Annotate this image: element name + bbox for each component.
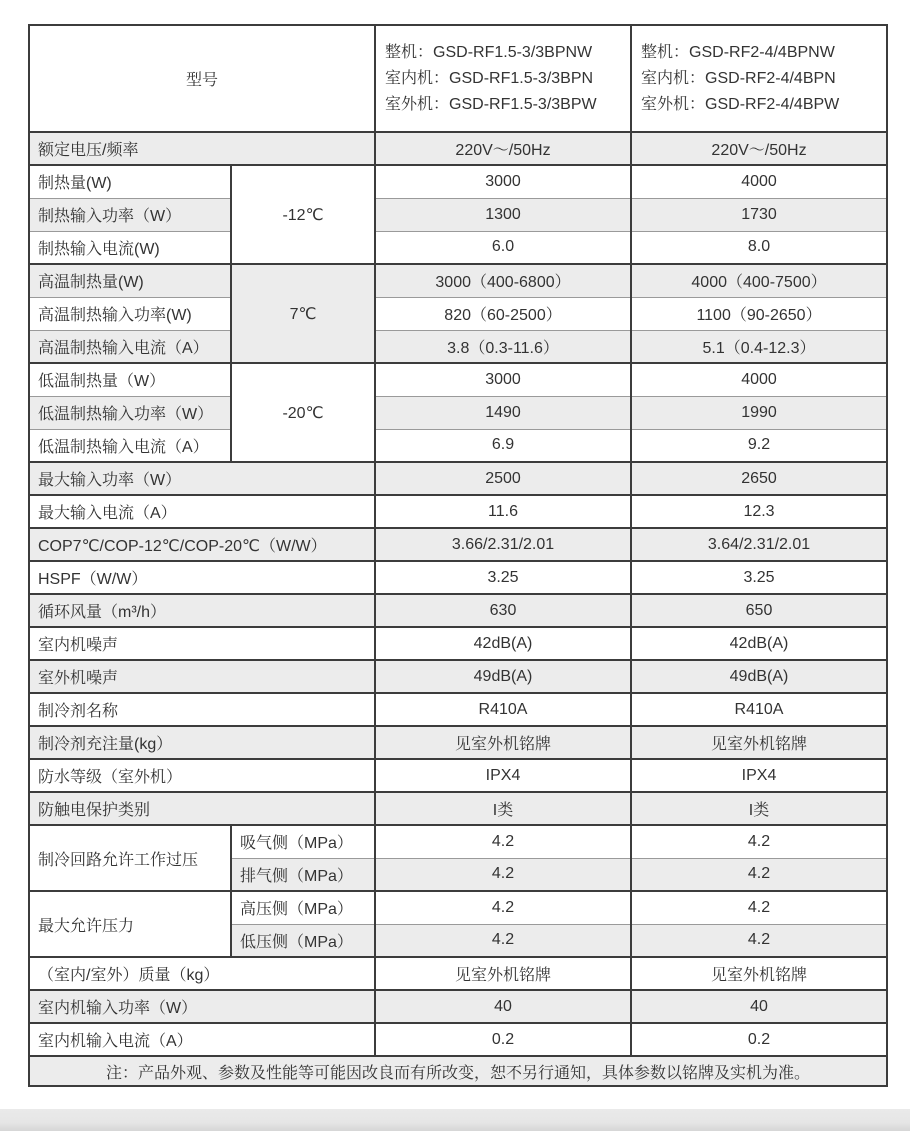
spec-value: 见室外机铭牌 xyxy=(631,726,887,759)
spec-row xyxy=(29,264,887,297)
spec-value: 6.9 xyxy=(375,429,631,462)
spec-row xyxy=(29,891,887,924)
spec-row xyxy=(29,627,887,660)
model-label-cell: 型号 xyxy=(29,25,375,132)
temp-cell-minus20: -20℃ xyxy=(231,363,375,462)
spec-value: 5.1（0.4-12.3） xyxy=(631,330,887,363)
spec-value: 3.8（0.3-11.6） xyxy=(375,330,631,363)
spec-row xyxy=(29,462,887,495)
row-label: 高压侧（MPa） xyxy=(231,891,375,924)
row-label: 高温制热输入功率(W) xyxy=(29,297,231,330)
spec-value: 4.2 xyxy=(375,924,631,957)
row-label: 高温制热量(W) xyxy=(29,264,231,297)
spec-value: 3000（400-6800） xyxy=(375,264,631,297)
spec-value: 1490 xyxy=(375,396,631,429)
spec-value: 2500 xyxy=(375,462,631,495)
model-line: 整机：GSD-RF2-4/4BPNW xyxy=(641,43,835,61)
row-label: 低温制热输入电流（A） xyxy=(29,429,231,462)
spec-row xyxy=(29,957,887,990)
product-spec-table xyxy=(28,24,888,1087)
spec-value: 9.2 xyxy=(631,429,887,462)
row-label: 室内机噪声 xyxy=(29,627,375,660)
footnote-row xyxy=(29,1056,887,1086)
spec-value: 0.2 xyxy=(375,1023,631,1056)
row-label: 循环风量（m³/h） xyxy=(29,594,375,627)
spec-row xyxy=(29,231,887,264)
row-label: 低温制热量（W） xyxy=(29,363,231,396)
spec-row xyxy=(29,1023,887,1056)
spec-row xyxy=(29,495,887,528)
row-label: 制冷剂充注量(kg） xyxy=(29,726,375,759)
row-label: 高温制热输入电流（A） xyxy=(29,330,231,363)
spec-value: 42dB(A) xyxy=(631,627,887,660)
spec-value: 40 xyxy=(375,990,631,1023)
spec-value: 4.2 xyxy=(375,825,631,858)
spec-value: 3000 xyxy=(375,165,631,198)
spec-value: 3000 xyxy=(375,363,631,396)
bottom-gray-band xyxy=(0,1109,910,1131)
row-label: 制热量(W) xyxy=(29,165,231,198)
group-label-overpressure: 制冷回路允许工作过压 xyxy=(29,825,231,891)
model-line: 室内机：GSD-RF1.5-3/3BPN xyxy=(385,69,594,87)
spec-value: 4000 xyxy=(631,363,887,396)
spec-value: 650 xyxy=(631,594,887,627)
spec-row xyxy=(29,528,887,561)
spec-value: I类 xyxy=(375,792,631,825)
row-label: 低压侧（MPa） xyxy=(231,924,375,957)
spec-row xyxy=(29,330,887,363)
spec-value: 3.25 xyxy=(375,561,631,594)
model-line: 室内机：GSD-RF2-4/4BPN xyxy=(641,69,836,87)
spec-value: 3.66/2.31/2.01 xyxy=(375,528,631,561)
model-line: 整机：GSD-RF1.5-3/3BPNW xyxy=(385,43,593,61)
spec-row xyxy=(29,594,887,627)
model-line: 室外机：GSD-RF1.5-3/3BPW xyxy=(385,95,597,113)
spec-row xyxy=(29,429,887,462)
row-label: HSPF（W/W） xyxy=(29,561,375,594)
row-label: 防触电保护类别 xyxy=(29,792,375,825)
spec-row-voltage xyxy=(29,132,887,165)
row-label: 最大输入功率（W） xyxy=(29,462,375,495)
spec-value: 49dB(A) xyxy=(631,660,887,693)
spec-value: 220V～/50Hz xyxy=(631,132,887,165)
spec-value: 0.2 xyxy=(631,1023,887,1056)
row-label: 最大输入电流（A） xyxy=(29,495,375,528)
model-cell-1 xyxy=(375,25,631,132)
spec-value: 6.0 xyxy=(375,231,631,264)
spec-row xyxy=(29,165,887,198)
spec-value: 4.2 xyxy=(631,825,887,858)
spec-value: IPX4 xyxy=(375,759,631,792)
spec-value: 8.0 xyxy=(631,231,887,264)
spec-value: 见室外机铭牌 xyxy=(375,726,631,759)
table-header-row xyxy=(29,25,887,132)
spec-value: R410A xyxy=(375,693,631,726)
spec-value: IPX4 xyxy=(631,759,887,792)
spec-value: 630 xyxy=(375,594,631,627)
spec-row xyxy=(29,561,887,594)
spec-row xyxy=(29,759,887,792)
spec-value: 1300 xyxy=(375,198,631,231)
row-label: 低温制热输入功率（W） xyxy=(29,396,231,429)
spec-row xyxy=(29,693,887,726)
row-label: 制冷剂名称 xyxy=(29,693,375,726)
row-label: （室内/室外）质量（kg） xyxy=(29,957,375,990)
spec-row xyxy=(29,297,887,330)
spec-row xyxy=(29,792,887,825)
row-label: 额定电压/频率 xyxy=(29,132,375,165)
spec-value: 220V～/50Hz xyxy=(375,132,631,165)
model-cell-2 xyxy=(631,25,887,132)
spec-value: 见室外机铭牌 xyxy=(375,957,631,990)
footnote-text: 注：产品外观、参数及性能等可能因改良而有所改变，恕不另行通知，具体参数以铭牌及实机为准。 xyxy=(29,1056,887,1086)
temp-cell-7: 7℃ xyxy=(231,264,375,363)
spec-row xyxy=(29,396,887,429)
row-label: 制热输入电流(W) xyxy=(29,231,231,264)
spec-row xyxy=(29,363,887,396)
row-label: 室外机噪声 xyxy=(29,660,375,693)
spec-value: 4.2 xyxy=(375,891,631,924)
spec-value: 1730 xyxy=(631,198,887,231)
row-label: 室内机输入功率（W） xyxy=(29,990,375,1023)
spec-value: 12.3 xyxy=(631,495,887,528)
spec-value: 4000（400-7500） xyxy=(631,264,887,297)
spec-value: 4.2 xyxy=(375,858,631,891)
row-label: 制热输入功率（W） xyxy=(29,198,231,231)
spec-value: 4.2 xyxy=(631,891,887,924)
model-line: 室外机：GSD-RF2-4/4BPW xyxy=(641,95,840,113)
row-label: 防水等级（室外机） xyxy=(29,759,375,792)
spec-row xyxy=(29,990,887,1023)
spec-value: 42dB(A) xyxy=(375,627,631,660)
spec-value: 49dB(A) xyxy=(375,660,631,693)
row-label: COP7℃/COP-12℃/COP-20℃（W/W） xyxy=(29,528,375,561)
temp-cell-minus12: -12℃ xyxy=(231,165,375,264)
spec-value: 4.2 xyxy=(631,858,887,891)
spec-value: 4.2 xyxy=(631,924,887,957)
spec-value: 40 xyxy=(631,990,887,1023)
row-label: 吸气侧（MPa） xyxy=(231,825,375,858)
spec-value: 3.25 xyxy=(631,561,887,594)
spec-value: 820（60-2500） xyxy=(375,297,631,330)
spec-row xyxy=(29,825,887,858)
spec-row xyxy=(29,198,887,231)
spec-value: R410A xyxy=(631,693,887,726)
row-label: 排气侧（MPa） xyxy=(231,858,375,891)
group-label-max-pressure: 最大允许压力 xyxy=(29,891,231,957)
spec-value: I类 xyxy=(631,792,887,825)
spec-value: 11.6 xyxy=(375,495,631,528)
spec-value: 4000 xyxy=(631,165,887,198)
spec-row xyxy=(29,726,887,759)
spec-value: 3.64/2.31/2.01 xyxy=(631,528,887,561)
spec-value: 2650 xyxy=(631,462,887,495)
row-label: 室内机输入电流（A） xyxy=(29,1023,375,1056)
spec-value: 1100（90-2650） xyxy=(631,297,887,330)
spec-row xyxy=(29,660,887,693)
spec-value: 1990 xyxy=(631,396,887,429)
spec-value: 见室外机铭牌 xyxy=(631,957,887,990)
